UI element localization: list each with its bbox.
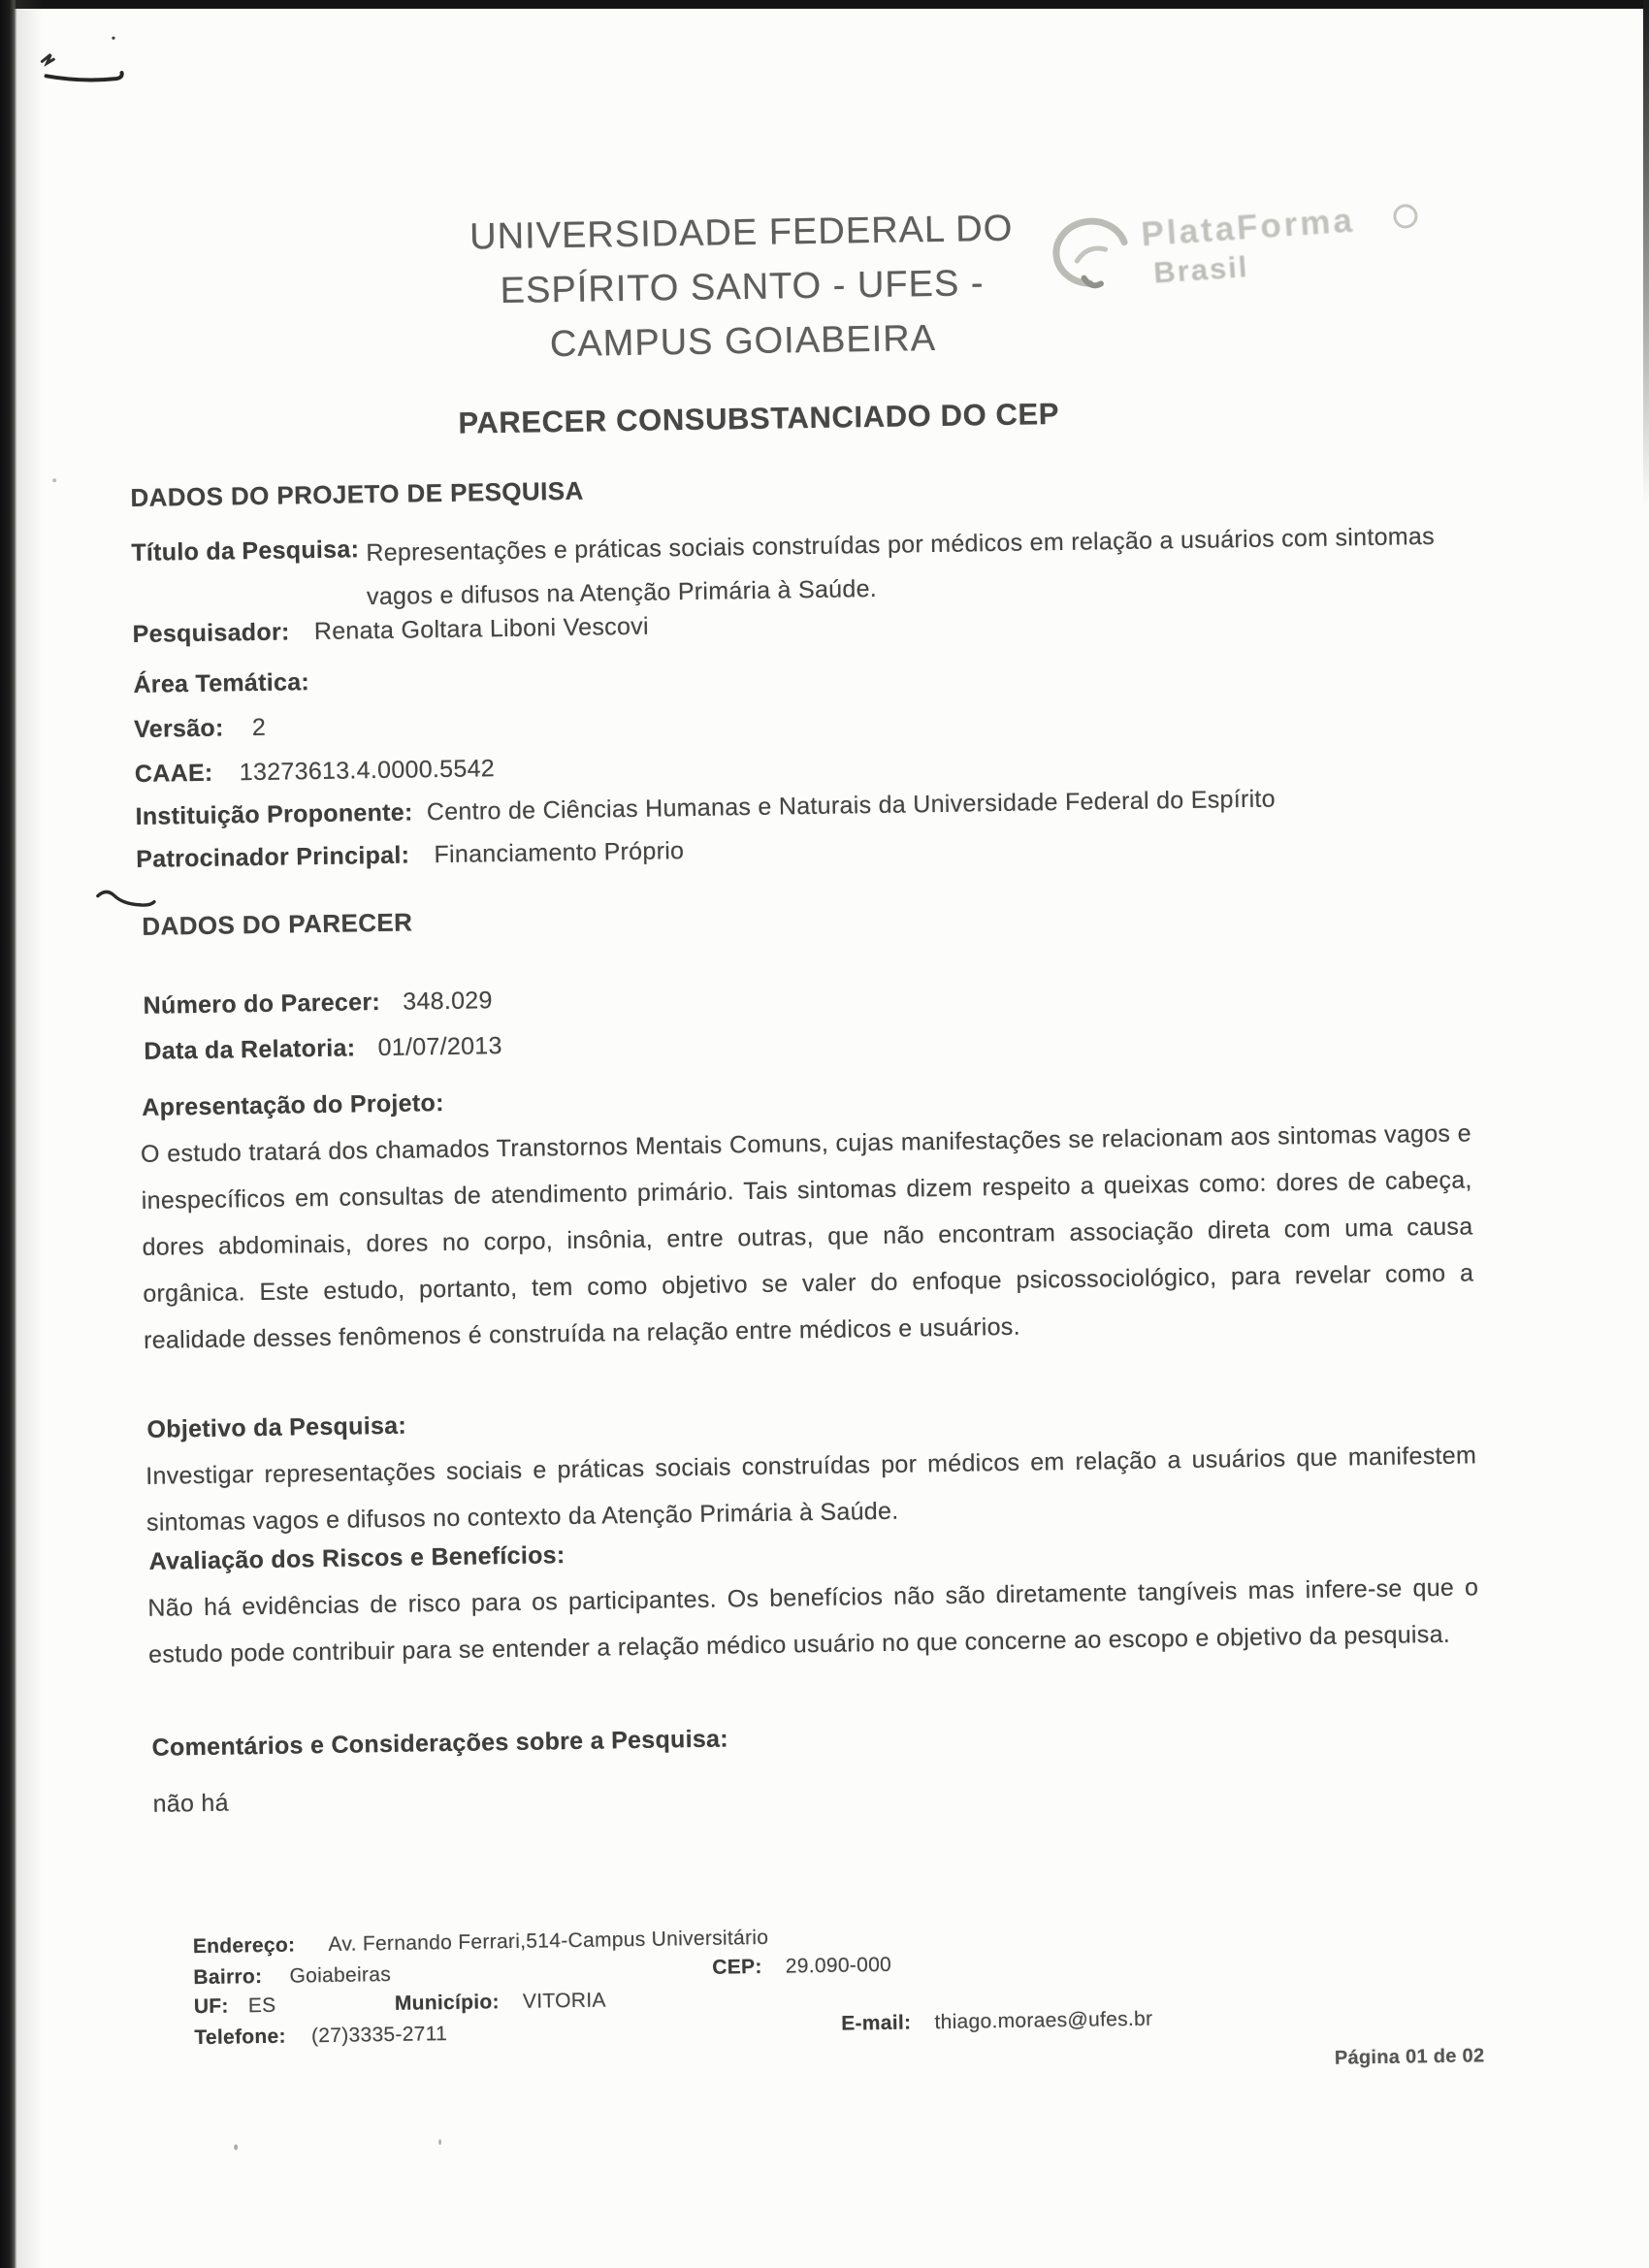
field-label: Pesquisador: [132, 618, 290, 648]
footer-label: E-mail: [841, 2011, 912, 2035]
footer-value: Av. Fernando Ferrari,514-Campus Universitário [328, 1926, 769, 1956]
field-value: 13273613.4.0000.5542 [239, 755, 496, 787]
stamp-text-line2: Brasil [1152, 249, 1250, 290]
scan-speck [234, 2144, 238, 2150]
field-label: Versão: [133, 714, 224, 743]
footer-bairro [193, 1963, 391, 1990]
university-header [392, 200, 1093, 373]
block-heading-comentarios: Comentários e Considerações sobre a Pesquisa: [151, 1725, 729, 1762]
field-value: 348.029 [403, 987, 493, 1016]
footer-value: 29.090-000 [785, 1953, 892, 1978]
university-name-line2: ESPÍRITO SANTO - UFES - [500, 263, 985, 311]
footer-value: VITORIA [522, 1989, 606, 2013]
field-label: Título da Pesquisa: [131, 535, 360, 567]
block-body-comentarios: não há [152, 1789, 230, 1818]
document-title: PARECER CONSUBSTANCIADO DO CEP [458, 396, 1060, 440]
footer-endereco [193, 1927, 769, 1959]
scan-speck [438, 2139, 441, 2145]
block-heading-objetivo: Objetivo da Pesquisa: [146, 1411, 407, 1443]
field-label: CAAE: [134, 759, 213, 788]
footer-label: Bairro: [193, 1965, 263, 1990]
block-body-apresentacao: O estudo tratará dos chamados Transtornos Mentais Comuns, cujas manifestações se relacionam aos sintomas vagos e inespecíficos em consultas de atendimento primário. Tais sintomas dizem respeito a queixas como: dores de cabeça, dores abdominais, dores no corpo, insônia, entre outras, que não encontram associação direta com uma causa orgânica. Este estudo, portanto, tem como objetivo se valer do enfoque psicossociológico, para revelar como a realidade desses fenômenos é construída na relação entre médicos e usuários. [140, 1119, 1474, 1354]
footer-label: Endereço: [192, 1933, 296, 1959]
footer-value: ES [247, 1993, 276, 2018]
field-instituicao-proponente [135, 785, 1276, 830]
plataforma-brasil-logo-icon [1041, 211, 1144, 309]
footer-cep [712, 1954, 891, 1980]
block-body-riscos-beneficios: Não há evidências de risco para os participantes. Os benefícios não são diretamente tangíveis mas infere-se que o estudo pode contribuir para se entender a relação médico usuário no que concerne ao escopo e objetivo da pesquisa. [147, 1573, 1479, 1669]
footer-value: Goiabeiras [289, 1962, 392, 1988]
field-label: Área Temática: [133, 668, 310, 698]
footer-value: thiago.moraes@ufes.br [934, 2007, 1153, 2034]
plataforma-brasil-stamp [1041, 191, 1426, 333]
field-value: 01/07/2013 [377, 1032, 502, 1062]
stamp-circle-icon [1390, 201, 1421, 232]
block-body-objetivo: Investigar representações sociais e práticas sociais construídas por médicos em relação a usuários que manifestem sintomas vagos e difusos no contexto da Atenção Primária à Saúde. [146, 1442, 1477, 1537]
footer-telefone [194, 2023, 447, 2050]
page-number: Página 01 de 02 [1334, 2045, 1485, 2069]
footer-label: UF: [193, 1994, 229, 2019]
block-heading-apresentacao: Apresentação do Projeto: [142, 1088, 444, 1121]
footer-value: (27)3335-2711 [310, 2023, 448, 2048]
section-heading-parecer-data: DADOS DO PARECER [142, 907, 413, 941]
university-name-line1: UNIVERSIDADE FEDERAL DO [469, 208, 1014, 258]
block-heading-riscos-beneficios: Avaliação dos Riscos e Benefícios: [148, 1541, 566, 1575]
scan-artifact-right-edge [1643, 0, 1649, 504]
field-data-relatoria [144, 1032, 502, 1066]
footer-uf [194, 1994, 276, 2019]
field-caae [135, 755, 496, 789]
footer-municipio [395, 1989, 606, 2015]
university-name-line3: CAMPUS GOIABEIRA [549, 317, 937, 366]
footer-label: Município: [394, 1991, 500, 2015]
field-versao [134, 714, 266, 744]
field-patrocinador [136, 837, 684, 874]
field-titulo-label [131, 535, 359, 567]
pen-mark-icon [95, 889, 159, 913]
field-value: 2 [251, 713, 267, 742]
field-area-tematica [133, 668, 327, 699]
field-value: Centro de Ciências Humanas e Naturais da Universidade Federal do Espírito [426, 785, 1277, 826]
scan-speck [52, 478, 56, 482]
footer-label: Telefone: [194, 2025, 287, 2050]
field-numero-parecer [143, 987, 493, 1021]
field-label: Data da Relatoria: [144, 1034, 356, 1065]
field-label: Instituição Proponente: [135, 798, 413, 830]
field-label: Número do Parecer: [143, 988, 381, 1020]
field-label: Patrocinador Principal: [136, 841, 410, 873]
footer-email [841, 2008, 1153, 2036]
field-pesquisador [132, 613, 649, 649]
field-value: Renata Goltara Liboni Vescovi [313, 612, 650, 646]
section-heading-project-data: DADOS DO PROJETO DE PESQUISA [130, 475, 584, 512]
field-titulo-value: Representações e práticas sociais construídas por médicos em relação a usuários com sintomas vagos e difusos na Atenção Primária à Saúde. [366, 522, 1436, 611]
stamp-text-line1: PlataForma [1140, 201, 1357, 254]
field-value: Financiamento Próprio [434, 837, 685, 869]
pen-mark-icon [32, 35, 140, 87]
footer-label: CEP: [712, 1955, 762, 1979]
